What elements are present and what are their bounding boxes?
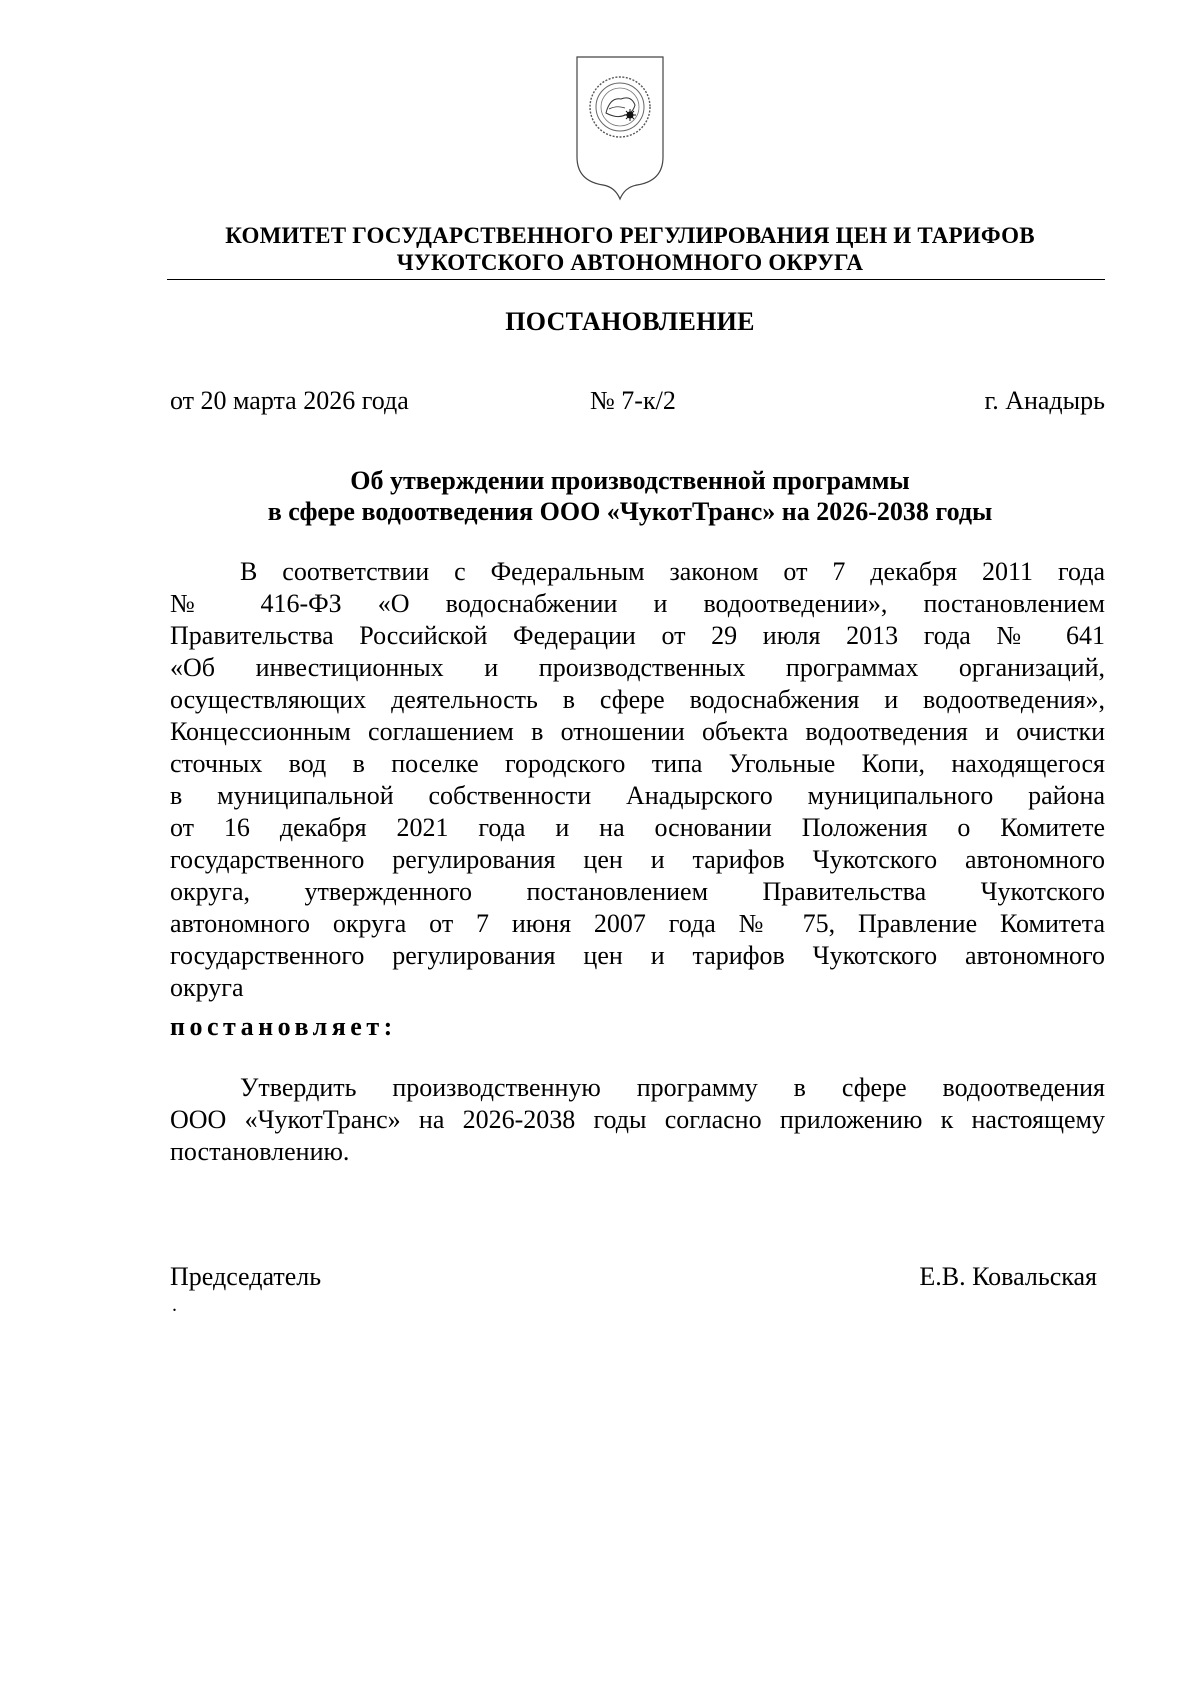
preamble-line: В соответствии с Федеральным законом от 7 декабря 2011 года — [240, 557, 1105, 586]
preamble-line: осуществляющих деятельность в сфере водоснабжения и водоотведения», — [170, 685, 1105, 714]
resolution-line: постановлению. — [170, 1137, 350, 1166]
preamble-line: сточных вод в поселке городского типа Угольные Копи, находящегося — [170, 749, 1105, 778]
trailing-mark: . — [172, 1294, 177, 1316]
resolution-line: ООО «ЧукотТранс» на 2026-2038 годы согласно приложению к настоящему — [170, 1105, 1105, 1134]
preamble-line: от 16 декабря 2021 года и на основании Положения о Комитете — [170, 813, 1105, 842]
preamble-line: государственного регулирования цен и тарифов Чукотского автономного — [170, 845, 1105, 874]
resolution-paragraph — [170, 1072, 1105, 1168]
document-date: от 20 марта 2026 года — [170, 386, 409, 415]
preamble-line: округа — [170, 973, 244, 1002]
organization-name-line-2: ЧУКОТСКОГО АВТОНОМНОГО ОКРУГА — [396, 250, 864, 275]
preamble-line: № 416-ФЗ «О водоснабжении и водоотведении», постановлением — [170, 589, 1105, 618]
signatory-role: Председатель — [170, 1262, 322, 1291]
preamble-line: округа, утвержденного постановлением Правительства Чукотского — [170, 877, 1105, 906]
signatory-name: Е.В. Ковальская — [919, 1262, 1097, 1291]
preamble-line: Правительства Российской Федерации от 29 июля 2013 года № 641 — [170, 621, 1105, 650]
resolves-keyword: постановляет: — [170, 1012, 397, 1041]
document-city: г. Анадырь — [984, 386, 1105, 415]
resolution-line: Утвердить производственную программу в сфере водоотведения — [240, 1073, 1105, 1102]
preamble-paragraph — [170, 556, 1105, 1004]
document-number: № 7-к/2 — [590, 386, 676, 415]
document-title-line-2: в сфере водоотведения ООО «ЧукотТранс» на 2026-2038 годы — [267, 497, 993, 526]
organization-name-line-1: КОМИТЕТ ГОСУДАРСТВЕННОГО РЕГУЛИРОВАНИЯ ЦЕН И ТАРИФОВ — [225, 223, 1035, 248]
preamble-line: государственного регулирования цен и тарифов Чукотского автономного — [170, 941, 1105, 970]
header-divider — [167, 279, 1105, 280]
coat-of-arms-emblem — [573, 53, 667, 203]
document-title-line-1: Об утверждении производственной программы — [350, 466, 910, 495]
preamble-line: автономного округа от 7 июня 2007 года № 75, Правление Комитета — [170, 909, 1105, 938]
preamble-line: «Об инвестиционных и производственных программах организаций, — [170, 653, 1105, 682]
preamble-line: в муниципальной собственности Анадырского муниципального района — [170, 781, 1105, 810]
preamble-line: Концессионным соглашением в отношении объекта водоотведения и очистки — [170, 717, 1105, 746]
document-type-heading: ПОСТАНОВЛЕНИЕ — [505, 307, 755, 336]
